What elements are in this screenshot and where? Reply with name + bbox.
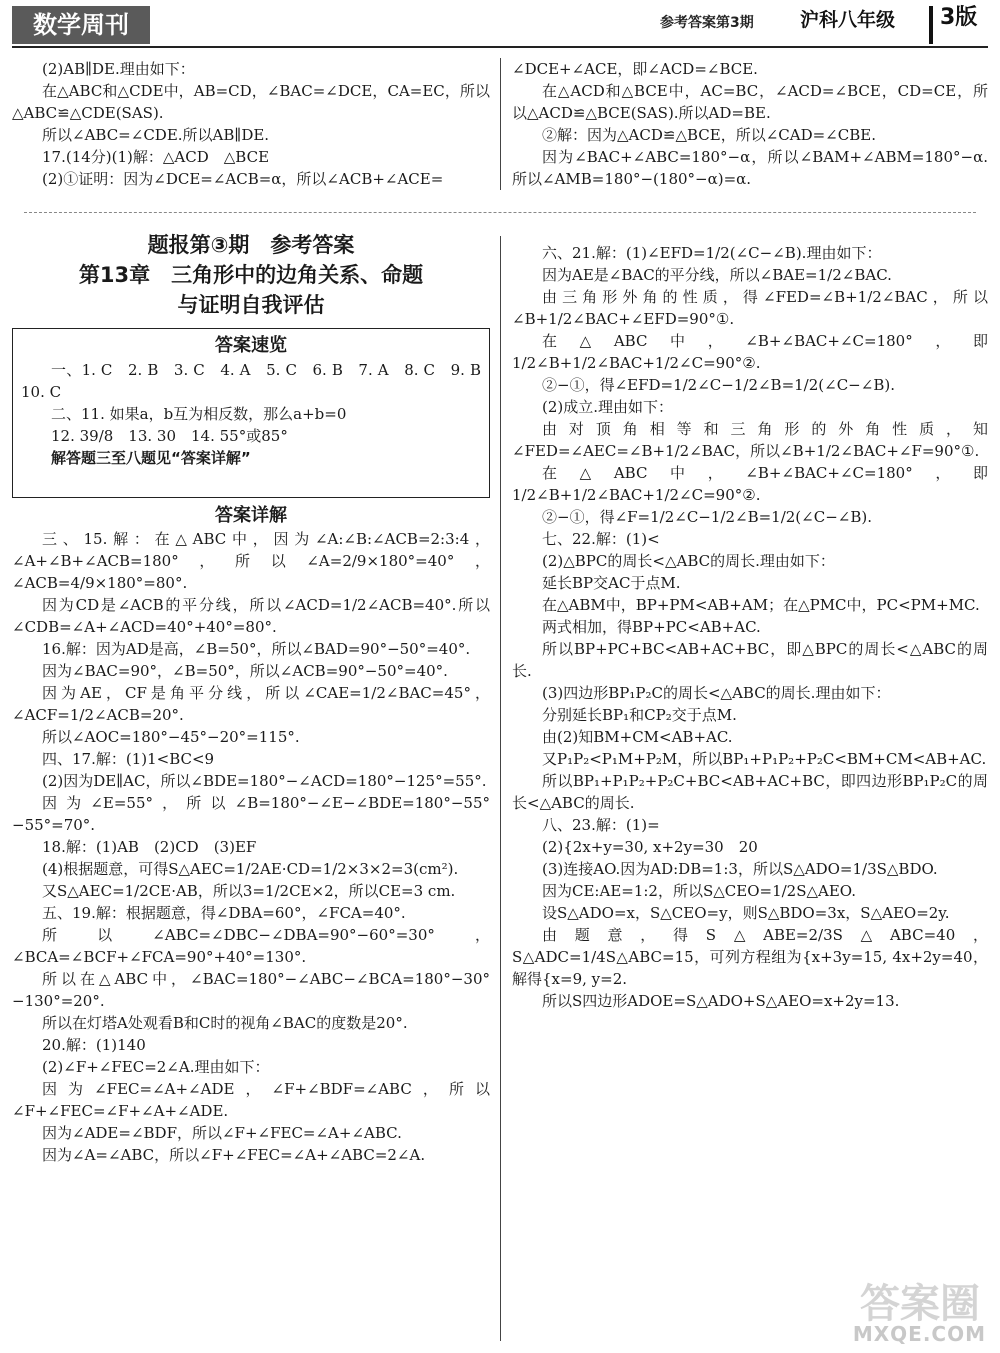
text-line: 又P₁P₂<P₁M+P₂M，所以BP₁+P₁P₂+P₂C<BM+CM<AB+AC. bbox=[542, 750, 987, 768]
text-line: (2)①证明：因为∠DCE=∠ACB=α，所以∠ACB+∠ACE= bbox=[42, 170, 444, 188]
text-line: 因为∠E=55°，所以∠B=180°−∠E−∠BDE=180°−55°−55°=70°. bbox=[12, 794, 490, 834]
text-line: 所以在△ABC中，∠BAC=180°−∠ABC−∠BCA=180°−30°−130°=20°. bbox=[12, 970, 490, 1010]
section-title-line2: 第13章 三角形中的边角关系、命题 bbox=[78, 263, 424, 287]
text-line: ∠DCE+∠ACE，即∠ACD=∠BCE. bbox=[512, 60, 758, 78]
text-line: 所以在灯塔A处观看B和C时的视角∠BAC的度数是20°. bbox=[42, 1014, 408, 1032]
text-line: (3)连接AO.因为AD:DB=1:3，所以S△ADO=1/3S△BDO. bbox=[542, 860, 938, 878]
column-divider bbox=[500, 236, 501, 1341]
text-line: 18.解：(1)AB (2)CD (3)EF bbox=[42, 838, 257, 856]
text-line: ②解：因为△ACD≌△BCE，所以∠CAD=∠CBE. bbox=[542, 126, 876, 144]
text-line: 在△ABC和△CDE中，AB=CD，∠BAC=∠DCE，CA=EC，所以△ABC≌△CDE(SAS). bbox=[12, 82, 490, 122]
edition-label: 3版 bbox=[940, 5, 978, 30]
header-rule bbox=[12, 46, 988, 48]
top-section bbox=[12, 58, 988, 196]
text-line: 因为∠BAC+∠ABC=180°−α，所以∠BAM+∠ABM=180°−α.所以∠AMB=180°−(180°−α)=α. bbox=[512, 148, 988, 188]
text-line: (2)△BPC的周长<△ABC的周长.理由如下： bbox=[542, 552, 835, 570]
answer-summary-box bbox=[12, 328, 497, 498]
main-right-column bbox=[512, 242, 988, 1012]
answer-summary-title: 答案速览 bbox=[215, 335, 287, 356]
text-line: 七、22.解：(1)< bbox=[542, 530, 660, 548]
text-line: 因为CE:AE=1:2，所以S△CEO=1/2S△AEO. bbox=[542, 882, 856, 900]
text-line: 因为∠A=∠ABC，所以∠F+∠FEC=∠A+∠ABC=2∠A. bbox=[42, 1146, 426, 1164]
text-line: (2)∠F+∠FEC=2∠A.理由如下： bbox=[42, 1058, 270, 1076]
text-line: 由(2)知BM+CM<AB+AC. bbox=[542, 728, 733, 746]
watermark-url: MXQE.COM bbox=[852, 1322, 986, 1346]
fill-answers-1: 二、11. 如果a，b互为相反数，那么a+b=0 bbox=[51, 405, 347, 423]
section-separator bbox=[24, 212, 976, 213]
text-line: 所以BP₁+P₁P₂+P₂C+BC<AB+AC+BC，即四边形BP₁P₂C的周长<△ABC的周长. bbox=[512, 772, 988, 812]
text-line: 延长BP交AC于点M. bbox=[542, 574, 681, 592]
grade-label: 沪科八年级 bbox=[800, 9, 896, 31]
text-line: 四、17.解：(1)1<BC<9 bbox=[42, 750, 215, 768]
top-right-column bbox=[512, 58, 988, 190]
left-solutions bbox=[12, 528, 490, 1166]
text-line: 六、21.解：(1)∠EFD=1/2(∠C−∠B).理由如下： bbox=[542, 244, 882, 262]
main-left-column bbox=[12, 230, 497, 1166]
column-divider bbox=[500, 58, 501, 190]
text-line: 由三角形外角的性质，得∠FED=∠B+1/2∠BAC，所以∠B+1/2∠BAC+∠EFD=90°①. bbox=[512, 288, 988, 328]
text-line: (2){2x+y=30, x+2y=30 20 bbox=[542, 838, 758, 856]
top-left-column bbox=[12, 58, 490, 190]
text-line: 在△ACD和△BCE中，AC=BC，∠ACD=∠BCE，CD=CE，所以△ACD≌△BCE(SAS).所以AD=BE. bbox=[512, 82, 988, 122]
text-line: 17.(14分)(1)解：△ACD △BCE bbox=[42, 148, 270, 166]
text-line: 所以∠AOC=180°−45°−20°=115°. bbox=[42, 728, 300, 746]
text-line: 因为AE，CF是角平分线，所以∠CAE=1/2∠BAC=45°，∠ACF=1/2∠ACB=20°. bbox=[12, 684, 490, 724]
text-line: 所以BP+PC+BC<AB+AC+BC，即△BPC的周长<△ABC的周长. bbox=[512, 640, 988, 680]
text-line: 因为∠BAC=90°，∠B=50°，所以∠ACB=90°−50°=40°. bbox=[42, 662, 448, 680]
section-title-line1: 题报第③期 参考答案 bbox=[147, 233, 355, 257]
choice-answers: 一、1. C 2. B 3. C 4. A 5. C 6. B 7. A 8. C 9. B 10. C bbox=[21, 361, 497, 401]
text-line: 因为∠ADE=∠BDF，所以∠F+∠FEC=∠A+∠ABC. bbox=[42, 1124, 402, 1142]
detail-title: 答案详解 bbox=[215, 505, 287, 526]
text-line: (2)AB∥DE.理由如下： bbox=[42, 60, 195, 78]
watermark-logo: 答案圈 bbox=[860, 1281, 980, 1327]
text-line: 由对顶角相等和三角形的外角性质，知∠FED=∠AEC=∠B+1/2∠BAC，所以∠B+1/2∠BAC+∠F=90°①. bbox=[512, 420, 988, 460]
section-title-line3: 与证明自我评估 bbox=[177, 293, 325, 317]
text-line: 20.解：(1)140 bbox=[42, 1036, 146, 1054]
text-line: 五、19.解：根据题意，得∠DBA=60°，∠FCA=40°. bbox=[42, 904, 406, 922]
text-line: 所以∠ABC=∠CDE.所以AB∥DE. bbox=[42, 126, 270, 144]
text-line: 在△ABC中，∠B+∠BAC+∠C=180°，即1/2∠B+1/2∠BAC+1/2∠C=90°②. bbox=[512, 464, 988, 504]
header-divider bbox=[929, 6, 933, 44]
text-line: 设S△ADO=x，S△CEO=y，则S△BDO=3x，S△AEO=2y. bbox=[542, 904, 950, 922]
page-header bbox=[0, 0, 1000, 50]
text-line: 分别延长BP₁和CP₂交于点M. bbox=[542, 706, 737, 724]
text-line: 又S△AEC=1/2CE·AB，所以3=1/2CE×2，所以CE=3 cm. bbox=[42, 882, 456, 900]
text-line: (4)根据题意，可得S△AEC=1/2AE·CD=1/2×3×2=3(cm²). bbox=[42, 860, 459, 878]
text-line: 在△ABM中，BP+PM<AB+AM；在△PMC中，PC<PM+MC. bbox=[542, 596, 980, 614]
text-line: 八、23.解：(1)= bbox=[542, 816, 660, 834]
text-line: 因为∠FEC=∠A+∠ADE，∠F+∠BDF=∠ABC，所以∠F+∠FEC=∠F+∠A+∠ADE. bbox=[12, 1080, 490, 1120]
text-line: 所以S四边形ADOE=S△ADO+S△AEO=x+2y=13. bbox=[542, 992, 900, 1010]
text-line: 由题意，得S△ABE=2/3S△ABC=40，S△ADC=1/4S△ABC=15，可列方程组为{x+3y=15, 4x+2y=40，解得{x=9, y=2. bbox=[512, 926, 988, 988]
text-line: 三、15.解：在△ABC中，因为∠A:∠B:∠ACB=2:3:4，∠A+∠B+∠ACB=180°，所以∠A=2/9×180°=40°，∠ACB=4/9×180°=80°. bbox=[12, 530, 490, 592]
issue-label: 参考答案第3期 bbox=[660, 15, 754, 31]
text-line: 因为CD是∠ACB的平分线，所以∠ACD=1/2∠ACB=40°.所以∠CDB=∠A+∠ACD=40°+40°=80°. bbox=[12, 596, 490, 636]
text-line: (2)因为DE∥AC，所以∠BDE=180°−∠ACD=180°−125°=55°. bbox=[42, 772, 487, 790]
text-line: ②−①，得∠F=1/2∠C−1/2∠B=1/2(∠C−∠B). bbox=[542, 508, 872, 526]
text-line: 两式相加，得BP+PC<AB+AC. bbox=[542, 618, 761, 636]
text-line: 在△ABC中，∠B+∠BAC+∠C=180°，即1/2∠B+1/2∠BAC+1/2∠C=90°②. bbox=[512, 332, 988, 372]
text-line: (2)成立.理由如下： bbox=[542, 398, 674, 416]
text-line: 所以∠ABC=∠DBC−∠DBA=90°−60°=30°，∠BCA=∠BCF+∠FCA=90°+40°=130°. bbox=[12, 926, 490, 966]
fill-answers-2: 12. 39/8 13. 30 14. 55°或85° bbox=[51, 427, 288, 445]
answer-note: 解答题三至八题见“答案详解” bbox=[51, 449, 251, 467]
newspaper-brand: 数学周刊 bbox=[12, 6, 150, 44]
text-line: 因为AE是∠BAC的平分线，所以∠BAE=1/2∠BAC. bbox=[542, 266, 892, 284]
text-line: 16.解：因为AD是高，∠B=50°，所以∠BAD=90°−50°=40°. bbox=[42, 640, 471, 658]
text-line: (3)四边形BP₁P₂C的周长<△ABC的周长.理由如下： bbox=[542, 684, 891, 702]
text-line: ②−①，得∠EFD=1/2∠C−1/2∠B=1/2(∠C−∠B). bbox=[542, 376, 895, 394]
